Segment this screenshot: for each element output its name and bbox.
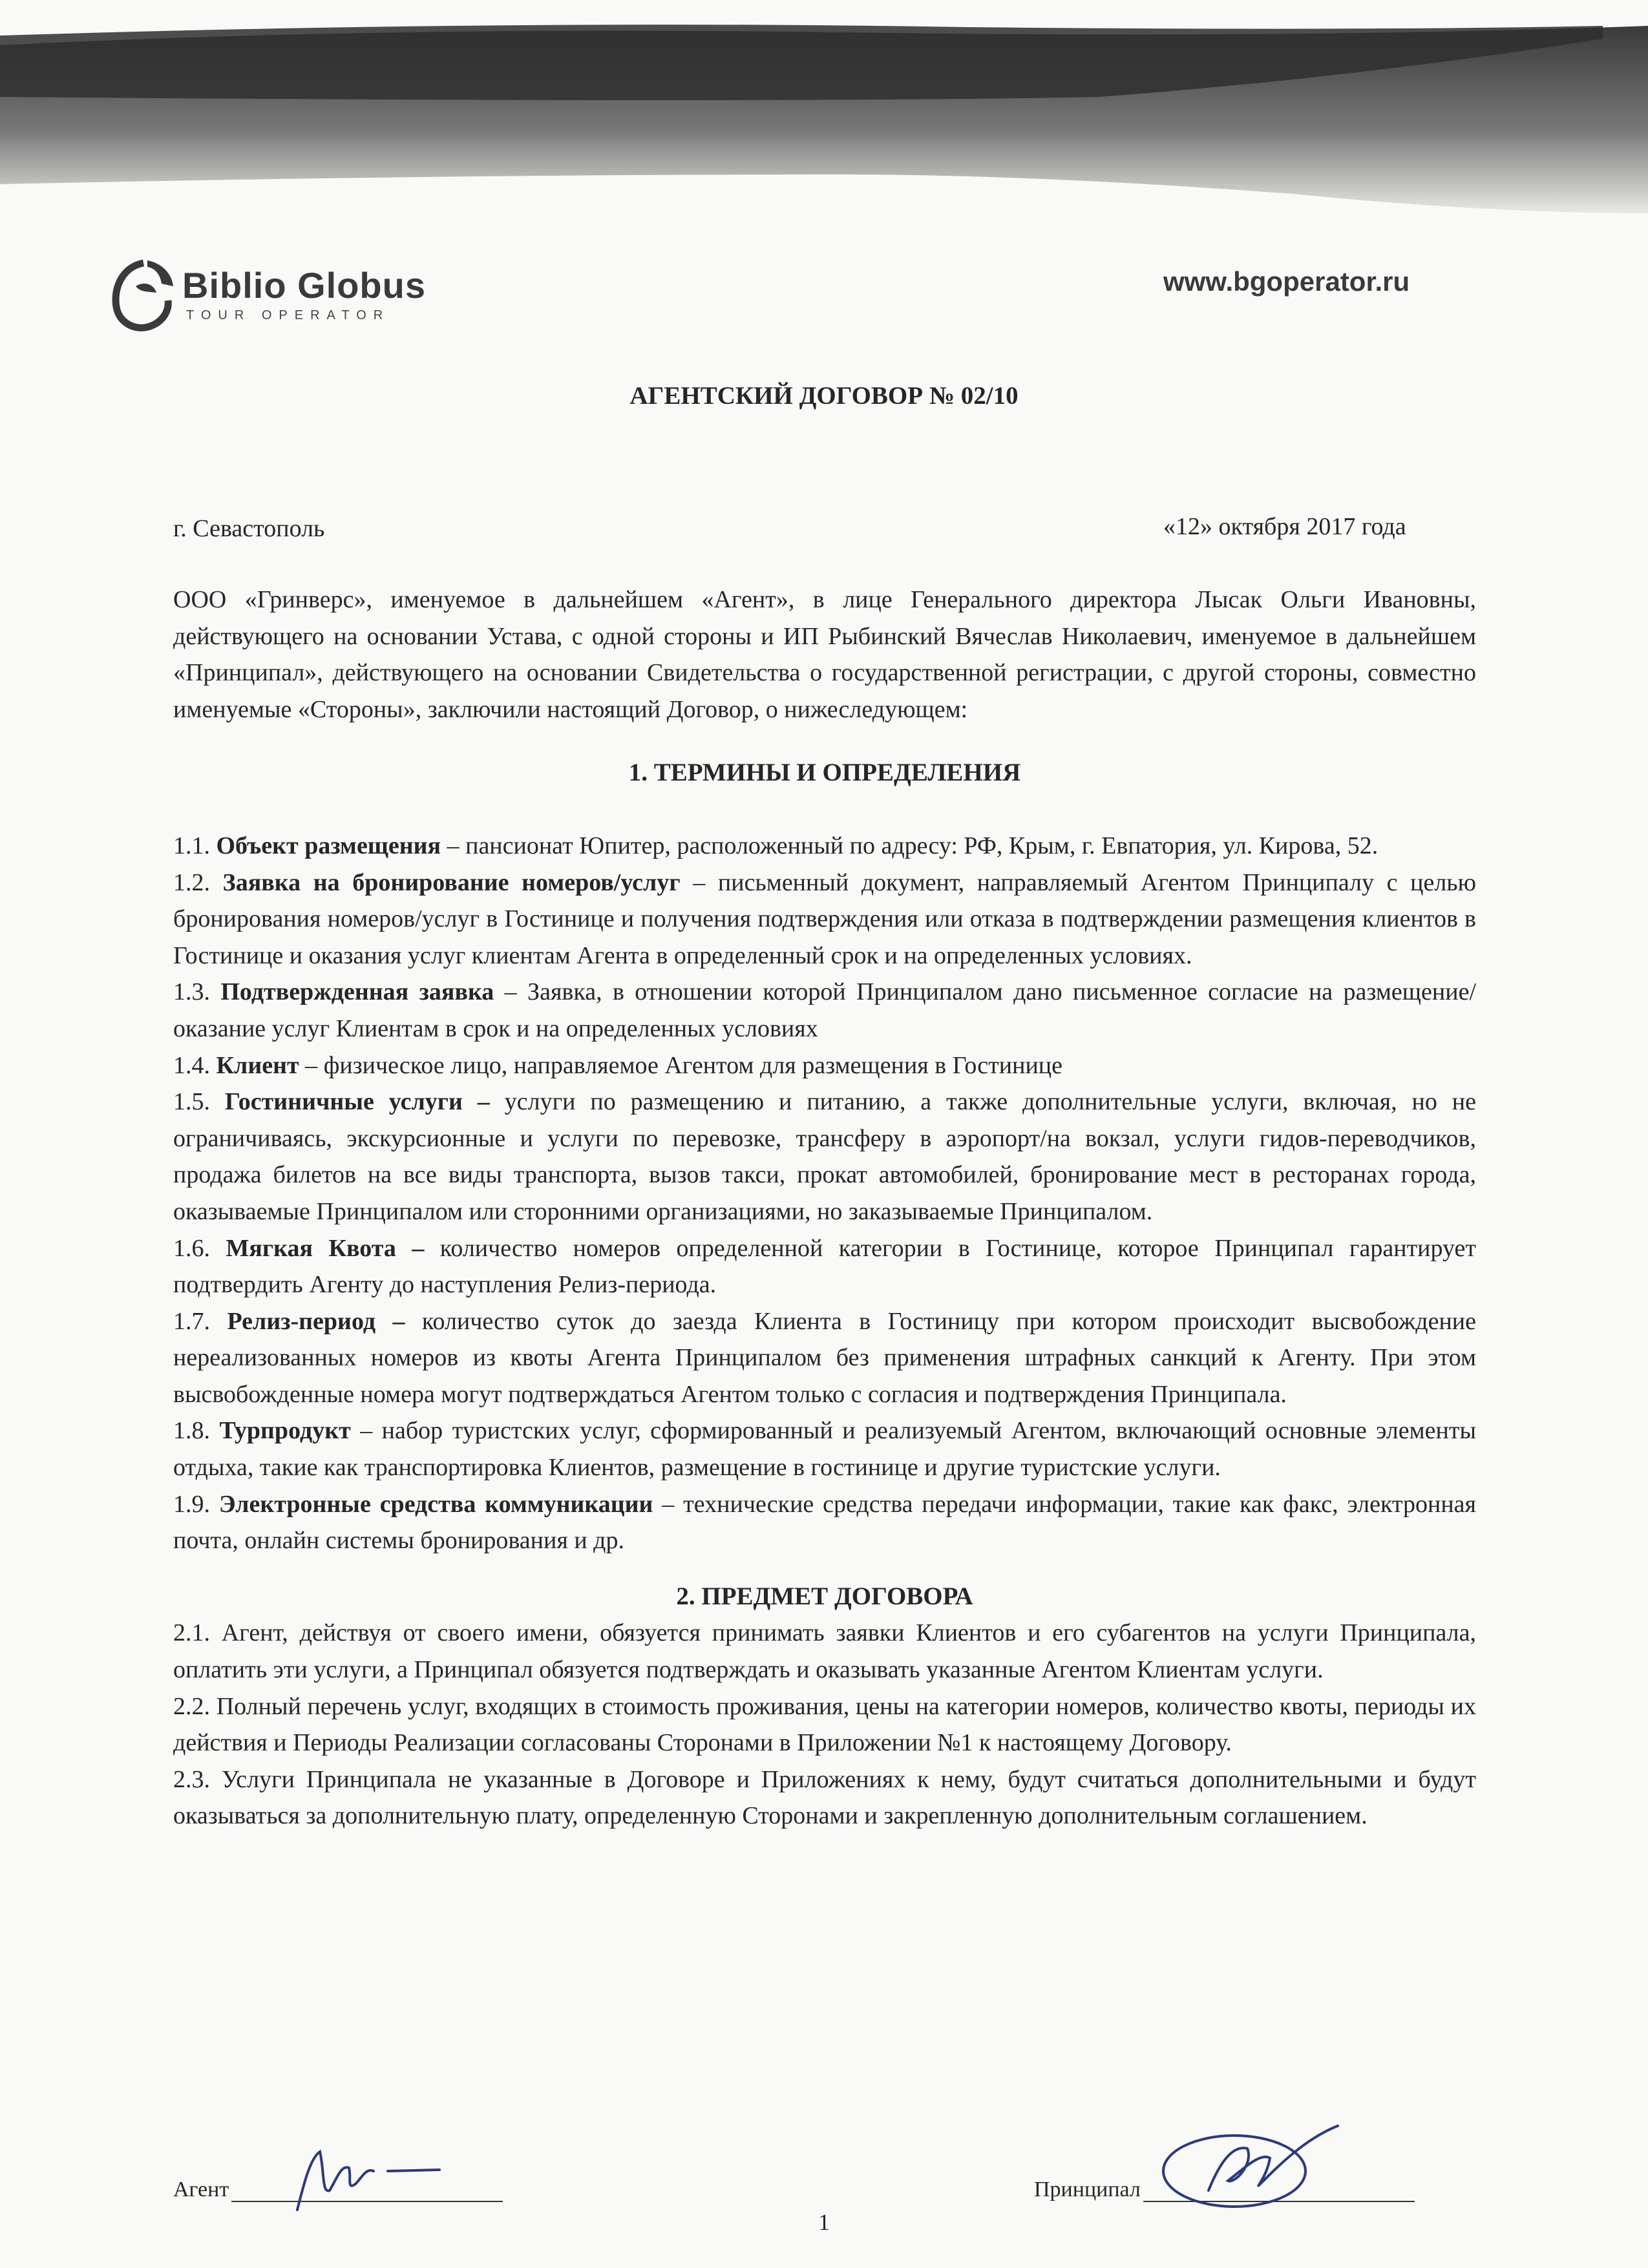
- clause-1-5: [173, 1084, 1476, 1230]
- section-heading-subject: 2. ПРЕДМЕТ ДОГОВОРА: [676, 1582, 973, 1610]
- clause-number: 1.6.: [173, 1234, 210, 1262]
- section-heading-terms: 1. ТЕРМИНЫ И ОПРЕДЕЛЕНИЯ: [628, 759, 1021, 787]
- clause-term: Заявка на бронирование номеров/услуг: [222, 868, 681, 896]
- clause-number: 1.7.: [173, 1307, 210, 1335]
- logo-name: Biblio Globus: [182, 265, 426, 306]
- clause-1-7: [173, 1303, 1476, 1413]
- clause-text: – физическое лицо, направляемое Агентом для размещения в Гостинице: [299, 1051, 1062, 1079]
- clause-text: Услуги Принципала не указанные в Договоре и Приложениях к нему, будут считаться дополнительными и будут оказываться за дополнительную плату, определенную Сторонами и закрепленную дополнительным соглашением.: [173, 1765, 1476, 1830]
- clause-1-8: [173, 1412, 1476, 1486]
- clause-text: Агент, действуя от своего имени, обязуется принимать заявки Клиентов и его субагентов на услуги Принципала, оплатить эти услуги, а Принципал обязуется подтверждать и оказывать указанные Агентом Клиентам услуги.: [173, 1619, 1476, 1684]
- clause-term: Электронные средства коммуникации: [218, 1490, 653, 1518]
- clause-number: 1.2.: [173, 868, 210, 896]
- clause-term: Мягкая Квота –: [226, 1234, 425, 1262]
- intro-paragraph: ООО «Гринверс», именуемое в дальнейшем «Агент», в лице Генерального директора Лысак Ольги Ивановны, действующего на основании Устава, с одной стороны и ИП Рыбинский Вячеслав Николаевич, именуемое в дальнейшем «Принципал», действующего на основании Свидетельства о государственной регистрации, с другой стороны, совместно именуемые «Стороны», заключили настоящий Договор, о нижеследующем:: [173, 586, 1476, 723]
- clause-2-1: [173, 1615, 1476, 1688]
- clause-2-2: [173, 1688, 1476, 1761]
- clause-2-3: [173, 1761, 1476, 1834]
- clause-text: количество номеров определенной категории в Гостинице, которое Принципал гарантирует подтвердить Агенту до наступления Релиз-периода.: [173, 1234, 1476, 1299]
- clause-number: 1.5.: [173, 1088, 210, 1116]
- contract-place: г. Севастополь: [173, 515, 325, 542]
- scan-shadow-band: [0, 0, 1648, 213]
- clause-number: 2.1.: [173, 1619, 210, 1647]
- clause-text: – технические средства передачи информации, такие как факс, электронная почта, онлайн системы бронирования и др.: [173, 1490, 1477, 1555]
- clause-text: услуги по размещению и питанию, а также дополнительные услуги, включая, но не ограничиваясь, экскурсионные и услуги по перевозке, трансферу в аэропорт/на вокзал, услуги гидов-переводчиков, продажа билетов на все виды транспорта, вызов такси, прокат автомобилей, бронирование мест в ресторанах города, оказываемые Принципалом или сторонними организациями, но заказываемые Принципалом.: [173, 1088, 1477, 1225]
- clause-1-4: [173, 1047, 1476, 1084]
- company-logo: [110, 255, 498, 346]
- clause-number: 1.3.: [173, 978, 210, 1006]
- clause-number: 2.2.: [173, 1692, 210, 1720]
- clause-number: 1.4.: [173, 1051, 210, 1079]
- clause-1-6: [173, 1230, 1476, 1303]
- page-number: 1: [818, 2209, 830, 2235]
- principal-label: Принципал: [1034, 2178, 1141, 2201]
- principal-signature-scribble: [1157, 2119, 1351, 2216]
- clause-text: количество суток до заезда Клиента в Гостиницу при котором происходит высвобождение нереализованных номеров из квоты Агента Принципалом без применения штрафных санкций к Агенту. При этом высвобожденные номера могут подтверждаться Агентом только с согласия и подтверждения Принципала.: [173, 1307, 1476, 1408]
- clause-text: – пансионат Юпитер, расположенный по адресу: РФ, Крым, г. Евпатория, ул. Кирова, 52.: [441, 832, 1379, 859]
- clause-1-3: [173, 974, 1476, 1047]
- clause-1-2: [173, 865, 1476, 974]
- clause-term: Гостиничные услуги –: [224, 1088, 490, 1116]
- document-title: АГЕНТСКИЙ ДОГОВОР № 02/10: [629, 382, 1019, 410]
- clause-number: 1.9.: [173, 1490, 210, 1518]
- clause-term: Релиз-период –: [227, 1307, 405, 1335]
- clause-term: Объект размещения: [216, 832, 441, 859]
- clause-number: 1.8.: [173, 1417, 210, 1445]
- clause-number: 1.1.: [173, 832, 210, 859]
- clause-text: Полный перечень услуг, входящих в стоимость проживания, цены на категории номеров, количество квоты, периоды их действия и Периоды Реализации согласованы Сторонами в Приложении №1 к настоящему Договору.: [173, 1692, 1476, 1757]
- logo-subtitle: TOUR OPERATOR: [186, 308, 390, 322]
- clause-text: – Заявка, в отношении которой Принципалом дано письменное согласие на размещение/оказание услуг Клиентам в срок и на определенных условиях: [173, 978, 1477, 1042]
- agent-label: Агент: [173, 2178, 229, 2201]
- clause-term: Турпродукт: [219, 1417, 351, 1445]
- document-body: [173, 582, 1476, 1834]
- biblio-globus-logo-icon: [110, 255, 178, 339]
- clause-term: Клиент: [216, 1051, 299, 1079]
- clause-text: – набор туристских услуг, сформированный и реализуемый Агентом, включающий основные элементы отдыха, такие как транспортировка Клиентов, размещение в гостинице и другие туристские услуги.: [173, 1417, 1477, 1482]
- clause-1-9: [173, 1486, 1476, 1559]
- clause-term: Подтвержденная заявка: [220, 978, 494, 1006]
- clause-text: – письменный документ, направляемый Агентом Принципалу с целью бронирования номеров/услуг в Гостинице и получения подтверждения или отказа в подтверждении размещения клиентов в Гостинице и оказания услуг клиентам Агента в определенный срок и на определенных условиях.: [173, 868, 1477, 969]
- contract-date: «12» октября 2017 года: [1163, 513, 1406, 540]
- clause-number: 2.3.: [173, 1765, 210, 1793]
- website-url: www.bgoperator.ru: [1163, 266, 1410, 297]
- clause-1-1: [173, 828, 1476, 865]
